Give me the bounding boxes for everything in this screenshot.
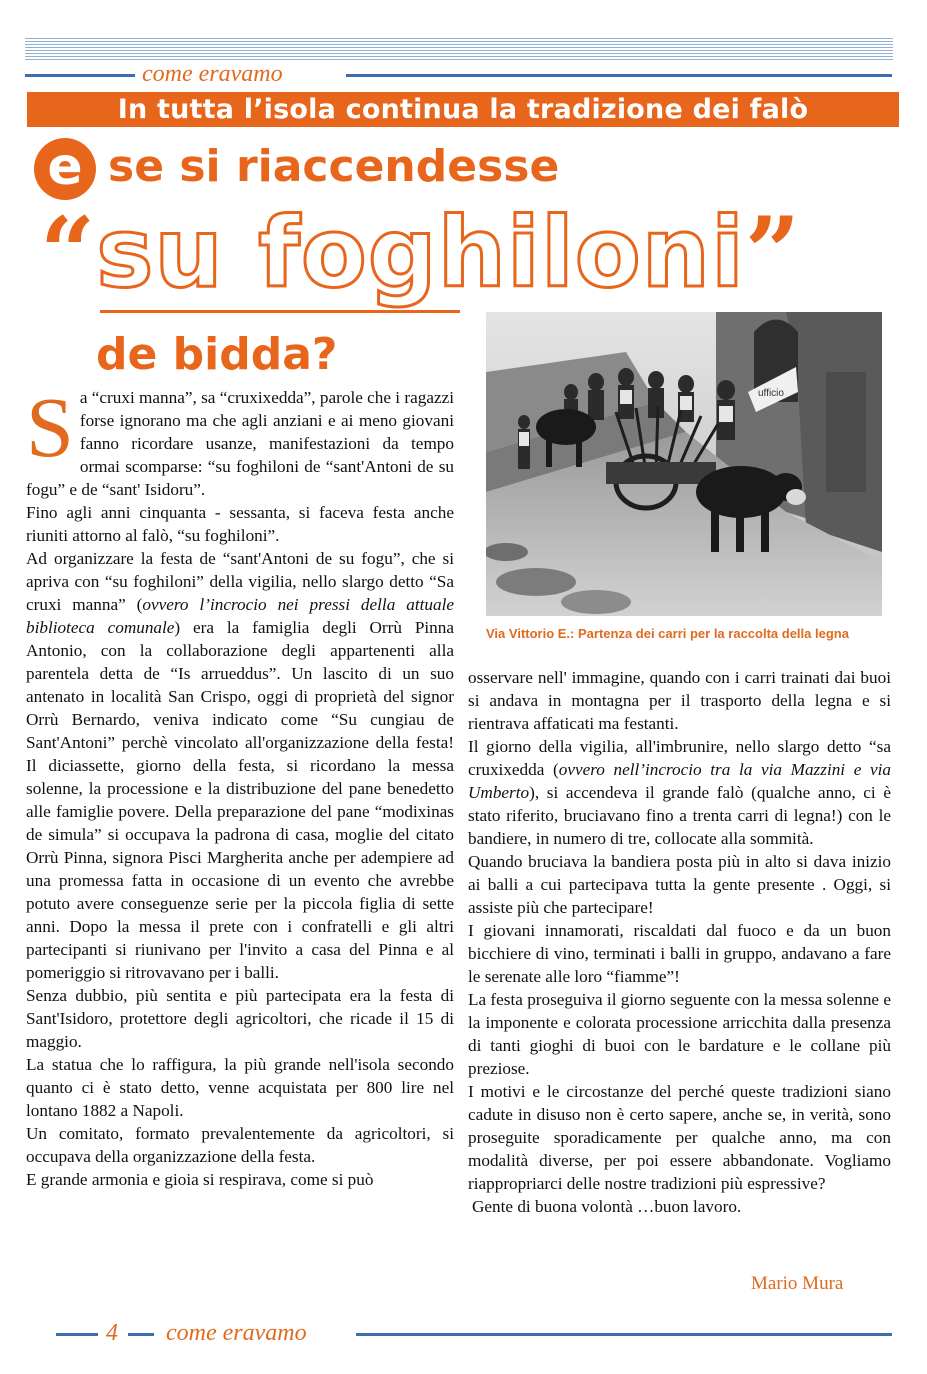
- title-main-text: su foghiloni: [96, 197, 745, 309]
- article-paragraph: [468, 735, 891, 850]
- paragraph-text: Il giorno della vigilia, all'imbrunire, nello slargo detto “sa cruxixedda (: [468, 737, 891, 779]
- section-label: come eravamo: [142, 61, 283, 87]
- article-paragraph: La statua che lo raffigura, la più grande nell'isola secondo quanto ci è stato detto, venne acquistata per 800 lire nel lontano 1882 a Napoli.: [26, 1055, 454, 1120]
- title-underline: [100, 310, 460, 313]
- header-rule-left: [25, 74, 135, 77]
- author-signature: Mario Mura: [751, 1273, 844, 1294]
- article-paragraph: E grande armonia e gioia si respirava, come si può: [26, 1170, 374, 1189]
- article-closing: Gente di buona volontà …buon lavoro.: [472, 1197, 742, 1216]
- article-paragraph: La festa proseguiva il giorno seguente con la messa solenne e la imponente e colorata processione arricchita dalla presenza di tanti gioghi di buoi con le bardature e le collane più preziose.: [468, 990, 891, 1078]
- article-paragraph: Un comitato, formato prevalentemente da agricoltori, si occupava della organizzazione della festa.: [26, 1124, 454, 1166]
- photo-caption: Via Vittorio E.: Partenza dei carri per la raccolta della legna: [486, 626, 849, 641]
- archive-photo: [486, 312, 882, 616]
- footer-rule-left: [56, 1333, 98, 1336]
- title-e-badge: e: [34, 138, 96, 200]
- article-paragraph: [26, 547, 454, 984]
- paragraph-italic: ovvero nell’incrocio tra la via Mazzini e via Umberto: [468, 760, 892, 802]
- article-column-1-top: [26, 379, 454, 1191]
- paragraph-text: ) era la famiglia degli Orrù Pinna Antonio, con la collaborazione degli appartenenti alla parentela detta de “Is arrueddus”. Un lascito di un suo antenato in località San Crispo, oggi di proprietà del signor Orrù Bernardo, veniva indicato come “Su cungiau de Sant'Antoni” perchè vincolato all'organizzazione della festa! Il diciassette, giorno della festa, si ricordano la messa solenne, la processione e la distribuzione del pane benedetto alle famiglie povere. Della preparazione del pane “modixinas de simula” si occupava la padrona di casa, moglie del citato Orrù Pinna, signora Pisci Margherita anche per adempiere ad una promessa fatta in occasione di un evento che avrebbe potuto avere conseguenze serie per la piccola figlia di sette anni. Dopo la messa il prete con i confratelli e gli altri partecipanti si riunivano per l'invito a casa del Pinna e al pomeriggio si ritrovavano per i balli.: [26, 618, 454, 982]
- article-paragraph: osservare nell' immagine, quando con i carri trainati dai buoi si andava in montagna per il trasporto della legna e si rientrava affaticati ma festanti.: [468, 668, 891, 733]
- footer-rule-mid: [128, 1333, 154, 1336]
- title-line-1: se si riaccendesse: [108, 141, 560, 192]
- main-title: [40, 198, 801, 308]
- drop-cap: S: [26, 379, 74, 475]
- paragraph-text: a “cruxi manna”, sa “cruxixedda”, parole che i ragazzi forse ignorano ma che agli anziani e ai meno giovani fanno ricordare usanze, manifestazioni da tempo ormai scomparse: “su foghiloni de “sant'Antoni de su fogu” e de “sant' Isidoru”.: [26, 388, 454, 499]
- article-paragraph: Senza dubbio, più sentita e più partecipata era la festa di Sant'Isidoro, protettore degli agricoltori, che ricade il 15 di maggio.: [26, 986, 454, 1051]
- title-open-quote: “: [40, 196, 97, 309]
- photo-illustration: [486, 312, 882, 616]
- paragraph-italic: ovvero l’incrocio nei pressi della attuale biblioteca comunale: [26, 595, 454, 637]
- article-paragraph: Quando bruciava la bandiera posta più in alto si dava inizio ai balli a cui partecipava tutta la gente presente . Oggi, si assiste più che partecipare!: [468, 852, 891, 917]
- article-paragraph: Fino agli anni cinquanta - sessanta, si faceva festa anche riuniti attorno al falò, “su foghiloni”.: [26, 503, 454, 545]
- article-paragraph: I motivi e le circostanze del perché queste tradizioni siano cadute in disuso non è certo sapere, anche se, in verità, sono proseguite sporadicamente per qualche anno, ma con modalità diverse, per poi essere abbandonate. Vogliamo riappropriarci delle nostre tradizioni più espressive?: [468, 1082, 891, 1193]
- header-rule-right: [346, 74, 892, 77]
- title-line-3: de bidda?: [96, 329, 338, 380]
- article-paragraph: I giovani innamorati, riscaldati dal fuoco e da un buon bicchiere di vino, terminati i balli in gruppo, andavano a fare le serenate alle loro “fiamme”!: [468, 921, 891, 986]
- footer-page-number: 4: [106, 1320, 118, 1346]
- article-column-2: [468, 666, 891, 1218]
- paragraph-text: Ad organizzare la festa de “sant'Antoni de su fogu”, che si apriva con “su foghiloni” della vigilia, nello slargo detto “Sa cruxi manna” (: [26, 549, 454, 614]
- article-paragraph: [26, 379, 454, 501]
- footer-section-label: come eravamo: [166, 1320, 307, 1346]
- footer-rule-right: [356, 1333, 892, 1336]
- header-stripes: [25, 38, 893, 60]
- headline-banner: In tutta l’isola continua la tradizione dei falò: [27, 92, 899, 127]
- paragraph-text: ), si accendeva il grande falò (qualche anno, ci è stato riferito, bruciavano fino a trenta carri di legna!) con le bandiere, in numero di tre, collocate alla sommità.: [468, 783, 891, 848]
- photo-sign-text: ufficio: [758, 388, 784, 399]
- title-close-quote: ”: [744, 196, 802, 309]
